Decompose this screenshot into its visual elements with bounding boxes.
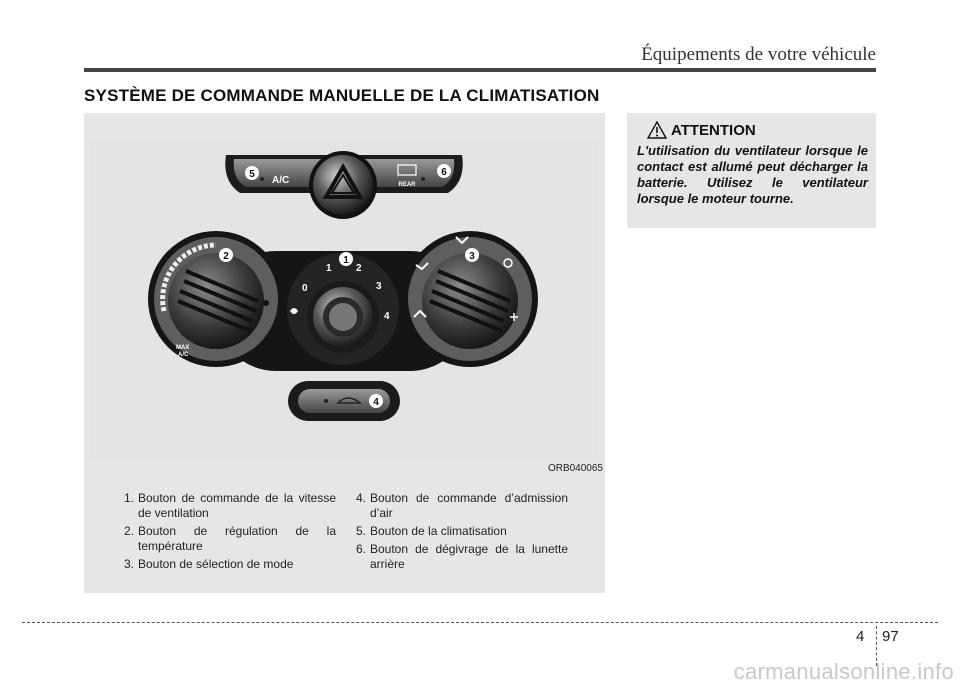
chapter-title: Équipements de votre véhicule <box>641 44 876 65</box>
attention-title: ATTENTION <box>671 121 756 139</box>
max-ac-label-line1: MAX <box>176 345 190 351</box>
legend-text: Bouton de commande de la vitesse de ventilation <box>138 491 336 520</box>
callout-6: 6 <box>441 167 447 178</box>
section-title: SYSTÈME DE COMMANDE MANUELLE DE LA CLIMATISATION <box>84 86 600 105</box>
fan-speed-1: 1 <box>326 263 332 274</box>
max-ac-label-line2: A/C <box>178 352 189 358</box>
page-number: 97 <box>882 628 899 645</box>
warning-triangle-icon <box>647 121 667 139</box>
legend-item <box>356 542 568 572</box>
legend-number: 2. <box>124 524 135 538</box>
callout-4: 4 <box>373 397 379 408</box>
attention-box <box>627 113 876 228</box>
fan-speed-2: 2 <box>356 263 362 274</box>
legend-column-1 <box>124 491 336 575</box>
figure-panel <box>84 113 605 593</box>
legend-number: 1. <box>124 491 135 505</box>
legend-text: Bouton de sélection de mode <box>138 557 294 571</box>
attention-header <box>647 121 868 139</box>
callout-1: 1 <box>343 255 349 266</box>
fan-speed-0: 0 <box>302 283 308 294</box>
watermark: carmanualsonline.info <box>733 659 954 684</box>
rear-defrost-label: REAR <box>398 182 416 188</box>
legend-text: Bouton de commande d’admission d’air <box>370 491 568 520</box>
legend-item <box>124 524 336 554</box>
legend-text: Bouton de régulation de la température <box>138 524 336 553</box>
callout-2: 2 <box>223 251 229 262</box>
figure-code: ORB040065 <box>547 463 603 474</box>
legend-item <box>124 557 336 572</box>
legend-item <box>356 491 568 521</box>
fan-speed-3: 3 <box>376 281 382 292</box>
legend-number: 4. <box>356 491 367 505</box>
air-intake-switch <box>288 381 400 421</box>
legend-text: Bouton de la climatisation <box>370 524 507 538</box>
legend-number: 5. <box>356 524 367 538</box>
footer-rule <box>22 622 938 623</box>
legend-item <box>356 524 568 539</box>
climate-control-illustration <box>90 141 598 459</box>
page-chapter-number: 4 <box>856 628 865 645</box>
fan-speed-4: 4 <box>384 311 390 322</box>
callout-5: 5 <box>249 169 255 180</box>
legend-number: 3. <box>124 557 135 571</box>
legend-column-2 <box>356 491 568 575</box>
legend-text: Bouton de dégivrage de la lunette arrière <box>370 542 568 571</box>
ac-button-label: A/C <box>272 175 290 186</box>
attention-body: L'utilisation du ventilateur lorsque le contact est allumé peut décharger la batterie. Utilisez le ventilateur lorsque le moteur tourne. <box>637 143 868 206</box>
header-rule <box>84 68 876 72</box>
legend-number: 6. <box>356 542 367 556</box>
legend-item <box>124 491 336 521</box>
callout-3: 3 <box>469 251 475 262</box>
